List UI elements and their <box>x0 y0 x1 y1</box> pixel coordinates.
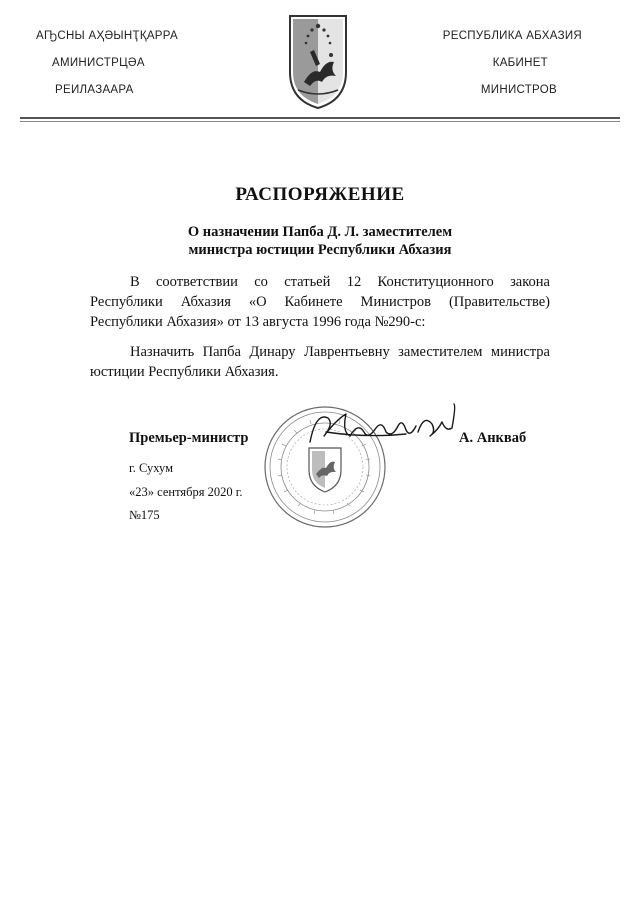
document-subtitle-line-2: министра юстиции Республики Абхазия <box>188 242 452 258</box>
position-label: Премьер-министр <box>129 430 249 446</box>
header-rule-thick <box>20 117 620 119</box>
document-number: №175 <box>129 508 160 522</box>
header-right-line-1: РЕСПУБЛИКА АБХАЗИЯ <box>442 30 582 42</box>
handwritten-signature <box>306 402 464 452</box>
coat-of-arms-emblem <box>286 10 350 110</box>
document-subtitle-line-1: О назначении Папба Д. Л. заместителем <box>187 224 453 240</box>
paragraph-appointment-text: Назначить Папба Динару Лаврентьевну заместителем министра юстиции Республики Абхазия. <box>90 344 550 380</box>
header-right-line-2: КАБИНЕТ <box>492 57 548 69</box>
issue-city: г. Сухум <box>129 461 174 475</box>
header-rule-thin <box>20 121 620 122</box>
header-left-line-2: АМИНИСТРЦӘА <box>52 57 145 69</box>
signatory-name: А. Анкваб <box>459 430 527 446</box>
header-left-line-3: РЕИЛАЗААРА <box>55 84 134 96</box>
paragraph-appointment <box>90 342 550 382</box>
issue-date: «23» сентября 2020 г. <box>129 485 243 499</box>
header-left-line-1: АҦСНЫ АҲӘЫНҬҚАРРА <box>36 30 178 42</box>
paragraph-basis-text: В соответствии со статьей 12 Конституционного закона Республики Абхазия «О Кабинете Министров (Правительстве) Республики Абхазия» от 13 августа 1996 года №290-с: <box>90 274 550 330</box>
header-right-line-3: МИНИСТРОВ <box>480 84 557 96</box>
paragraph-basis <box>90 272 550 332</box>
document-title: РАСПОРЯЖЕНИЕ <box>235 184 405 205</box>
